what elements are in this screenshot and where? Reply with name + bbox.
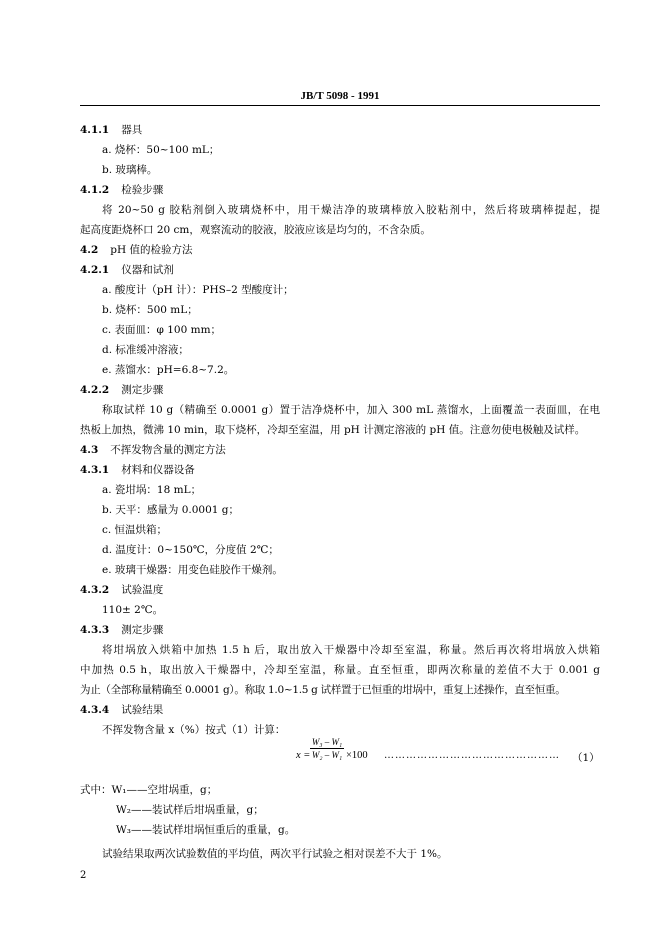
list-item: d. 标准缓冲溶液； [102, 344, 189, 356]
paragraph-line: 热板上加热，微沸 10 min，取下烧杯，冷却至室温，用 pH 计测定溶液的 pH 值。注意勿使电极触及试样。 [80, 424, 586, 436]
section-4-2-1: 4.2.1 仪器和试剂 [80, 264, 174, 276]
section-4-3: 4.3 不挥发物含量的测定方法 [80, 444, 226, 456]
section-4-3-2: 4.3.2 试验温度 [80, 584, 164, 596]
section-4-1-1: 4.1.1 器具 [80, 124, 143, 136]
list-item: a. 酸度计（pH 计）：PHS–2 型酸度计； [102, 284, 294, 296]
formula-fraction [310, 736, 344, 761]
paragraph-line: 中加热 0.5 h，取出放入干燥器中，冷却至室温，称量。直至恒重，即两次称量的差值不大于 0.001 g [80, 664, 600, 676]
formula-factor: ×100 [346, 750, 368, 761]
list-item: b. 天平：感量为 0.0001 g； [102, 504, 240, 516]
section-4-3-4: 4.3.4 试验结果 [80, 704, 164, 716]
header-rule [80, 105, 600, 106]
section-4-2: 4.2 pH 值的检验方法 [80, 244, 193, 256]
formula-denominator: W₂ – W₁ [311, 750, 343, 760]
variable-definition: W₂——装试样后坩埚重量，g； [116, 804, 264, 816]
formula-leader-dots: ………………………………………… [384, 750, 560, 761]
list-item: a. 烧杯：50~100 mL； [102, 144, 220, 156]
list-item: d. 温度计：0~150℃，分度值 2℃； [102, 544, 279, 556]
section-4-2-2: 4.2.2 测定步骤 [80, 384, 164, 396]
equation-number: （1） [572, 752, 600, 764]
list-item: b. 烧杯：500 mL； [102, 304, 198, 316]
paragraph-line: 不挥发物含量 x（%）按式（1）计算： [102, 724, 286, 736]
paragraph-line: 为止（全部称量精确至 0.0001 g）。称取 1.0~1.5 g 试样置于已恒重的坩埚中，重复上述操作，直至恒重。 [80, 684, 566, 696]
paragraph-line: 将坩埚放入烘箱中加热 1.5 h 后，取出放入干燥器中冷却至室温，称量。然后再次将坩埚放入烘箱 [102, 644, 600, 656]
paragraph-line: 将 20~50 g 胶粘剂倒入玻璃烧杯中，用干燥洁净的玻璃棒放入胶粘剂中，然后将玻璃棒提起，提 [102, 204, 600, 216]
section-4-3-3: 4.3.3 测定步骤 [80, 624, 164, 636]
section-4-1-2: 4.1.2 检验步骤 [80, 184, 164, 196]
formula-numerator: W₃ – W₁ [311, 737, 343, 747]
list-item: c. 恒温烘箱； [102, 524, 168, 536]
document-header: JB/T 5098 - 1991 [300, 90, 380, 102]
list-item: b. 玻璃棒。 [102, 164, 158, 176]
formula-lhs: x = [296, 750, 311, 761]
page-number: 2 [80, 870, 87, 881]
list-item: e. 玻璃干燥器：用变色硅胶作干燥剂。 [102, 564, 283, 576]
closing-paragraph: 试验结果取两次试验数值的平均值，两次平行试验之相对误差不大于 1%。 [102, 848, 448, 860]
paragraph-line: 起高度距烧杯口 20 cm，观察流动的胶液，胶液应该是均匀的，不含杂质。 [80, 224, 431, 236]
list-item: e. 蒸馏水：pH=6.8~7.2。 [102, 364, 235, 376]
section-4-3-1: 4.3.1 材料和仪器设备 [80, 464, 195, 476]
paragraph-line: 110± 2℃。 [102, 604, 164, 616]
variable-definition: 式中：W₁——空坩埚重，g； [80, 784, 218, 796]
paragraph-line: 称取试样 10 g（精确至 0.0001 g）置于洁净烧杯中，加入 300 mL 蒸馏水，上面覆盖一表面皿，在电 [102, 404, 600, 416]
variable-definition: W₃——装试样坩埚恒重后的重量，g。 [116, 824, 296, 836]
list-item: a. 瓷坩埚：18 mL； [102, 484, 202, 496]
list-item: c. 表面皿：φ 100 mm； [102, 324, 222, 336]
